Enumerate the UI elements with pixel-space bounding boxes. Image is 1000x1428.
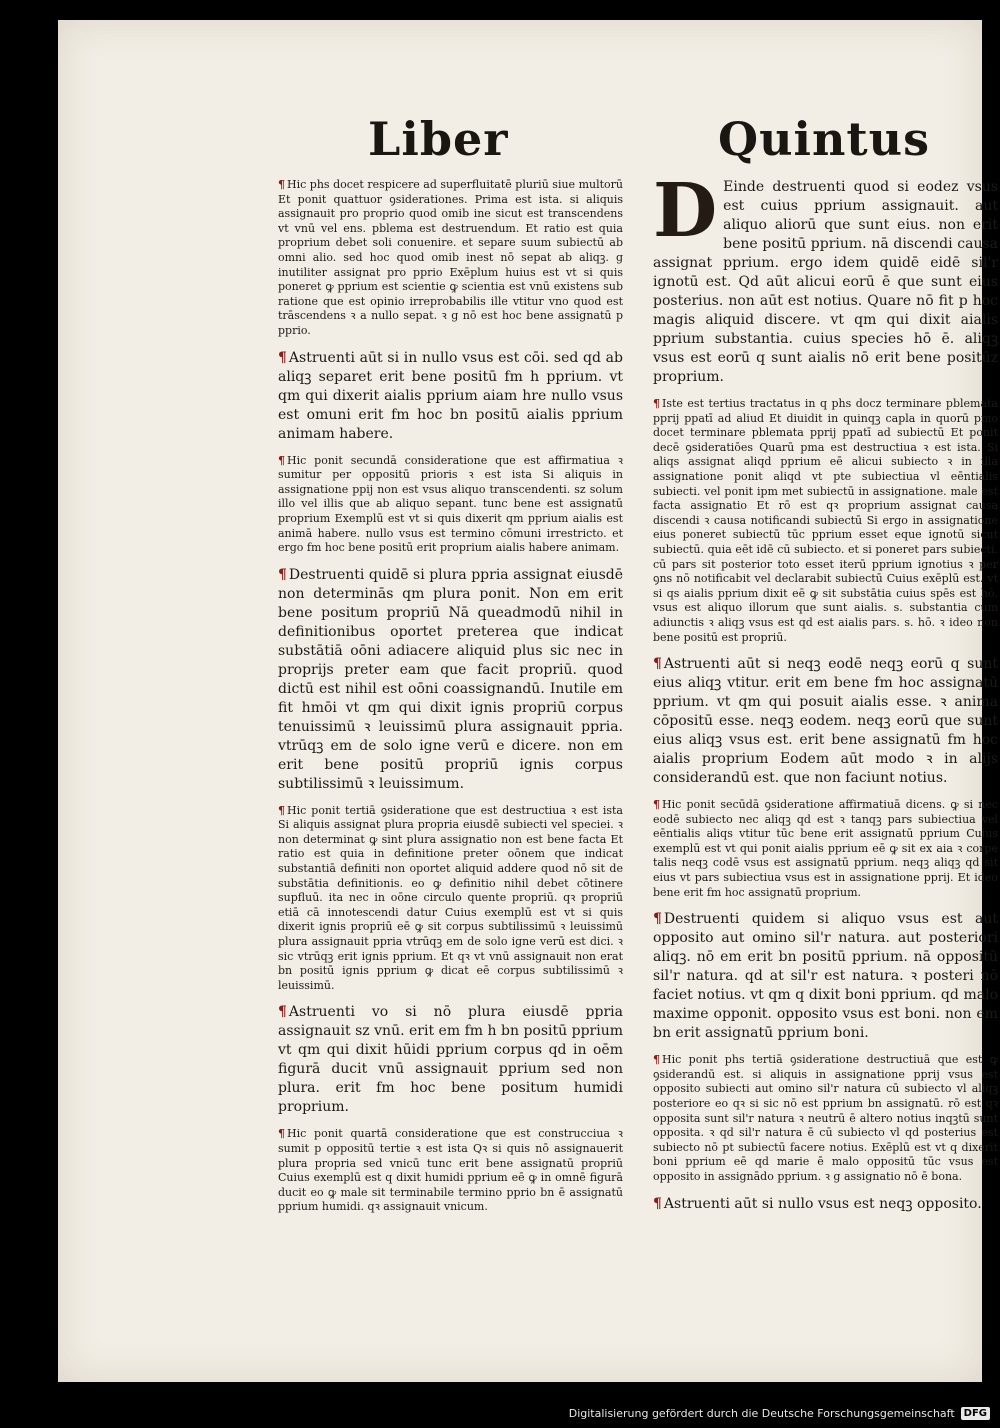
credit-text: Digitalisierung gefördert durch die Deutsche Forschungsgemeinschaft (568, 1407, 955, 1420)
paragraph-text: Hic phs docet respicere ad superfluitatē pluriū siue multorū Et ponit quattuor ꝯsiderationes. Prima est ista. si aliquis assignauit pro proprio quod omib ine sicut est transcendens vt vnū vel ens. pblema est destruendum. Et ratio est quia proprium debet soli conuenire. et separe suum subiectū ab omni alio. sed hoc quod omib inest nō sepat ab aliqꝫ. g inutiliter assignat pro pprio Exēplum huius est vt si quis poneret ꝙ pprium est scientie ꝙ scientia est vnū existens sub ratione que est opinio irreprobabilis ille vtitur vno quod est trāscendens ꝛ a nullo sepat. ꝛ g nō est hoc bene assignatū p pprio. (278, 178, 623, 337)
decorated-initial: D (653, 168, 718, 254)
paragraph-text: Astruenti aūt si nullo vsus est neqꝫ opposito. (663, 1195, 982, 1212)
book-page (58, 20, 998, 1382)
commentary-paragraph (653, 1053, 998, 1184)
paragraph-mark-icon: ¶ (653, 397, 660, 410)
commentary-paragraph (653, 397, 998, 645)
main-text-paragraph (278, 349, 623, 444)
paragraph-text: Iste est tertius tractatus in q phs docz terminare pblemata pprij ppatī ad aliud Et diuidit in quinqꝫ capla in quorū pmo docet terminare pblemata pprij ppatī ad subiectū Et ponit decē ꝯsideratiōes Quarū pma est destructiua ꝛ est ista. Si aliqs assignat aliqd pprium eē alicui subiecto ꝛ in illa assignatione ponit aliqd vt pte subiectiua vl eēntialis subiecti. vel ponit ipm met subiectū in assignatione. male est facta assignatio Et rō est qꝛ proprium assignat causa discendi ꝛ causa notificandi subiectū Si ergo in assignatione eius poneret subiectū tūc pprium esset eque ignotū sicut subiectū. quia eēt idē cū subiecto. et si poneret pars subiecti. cū pars sit posterior toto esset iterū pprium ignotius ꝛ per ꝯns nō notificabit vel declarabit subiectū Cuius exēplū est. vt si qs aialis pprium dixit eē ꝙ sit substātia cuius spēs est hō. vsus est aliquo illorum que sunt aialis. s. substantia cum adiunctis ꝛ aliqꝫ vsus est qd est aialis pars. s. hō. ꝛ ideo non bene positū est propriū. (653, 397, 998, 644)
main-text-paragraph (653, 168, 998, 387)
commentary-paragraph (278, 1127, 623, 1215)
paragraph-mark-icon: ¶ (278, 453, 285, 467)
paragraph-text: Einde destruenti quod si eodez vsus est cuius pprium assignauit. aut aliquo aliorū que sunt eius. non erit bene positū pprium. nā discendi causa assignat pprium. ergo idem quidē eidē sil'r ignotū est. Qd aūt alicui eorū ē que sunt eius posterius. non aūt est notius. Quare nō fit p hoc magis aliquid discere. vt qm qui dixit aialis pprium substantia. cuius species hō ē. aliqꝫ vsus est eorū q sunt aialis nō erit bene positūz proprium. (653, 179, 998, 385)
digitization-credit (569, 1407, 990, 1420)
paragraph-mark-icon: ¶ (278, 1004, 287, 1021)
paragraph-text: Destruenti quidem si aliquo vsus est aut opposito aut omino sil'r natura. aut posteriori aliqꝫ. nō em erit bn positū pprium. nā oppositū sil'r natura. qd at sil'r est natura. ꝛ posteri nō faciet notius. vt qm q dixit boni pprium. qd malo maxime opponit. opposito vsus est boni. non em bn erit assignatū pprium boni. (653, 911, 998, 1042)
paragraph-text: Hic ponit quartā consideratione que est construcciua ꝛ sumit p oppositū tertie ꝛ est ista Qꝛ si quis nō assignauerit plura propria sed vnicū tunc erit bene assignatū propriū Cuius exemplū est q dixit humidi pprium eē ꝙ in omnē figurā ducit eo ꝙ male sit terminabile termino pprio bn ē assignatū pprium humidi. qꝛ assignauit vnicum. (278, 1127, 623, 1214)
main-text-paragraph (653, 1195, 998, 1214)
paragraph-text: Destruenti quidē si plura ppria assignat eiusdē non determinās qm plura ponit. Non em erit bene positum propriū Nā queadmodū nihil in definitionibus oportet preterea que indicat substātiā oōni adiacere aliquid plus sic nec in proprijs preter eam que facit propriū. quod dictū est nihil est oōni coassignandū. Inutile em fit hmōi vt qm qui dixit ignis propriū corpus tenuissimū ꝛ leuissimū plura assignauit ppria. vtrūqꝫ em de solo igne verū e dicere. non em erit bene positū propriū ignis corpus subtilissimū ꝛ leuissimum. (278, 566, 623, 792)
paragraph-text: Hic ponit phs tertiā ꝯsideratione destructiuā que est ꝙ ꝯsiderandū est. si aliquis in assignatione pprij vsus est opposito subiecti aut omino sil'r natura cū subiecto vl aliqꝫ posteriore eo qꝛ si sic nō est pprium bn assignatū. rō est qꝛ opposita sunt sil'r natura ꝛ neutrū ē altero notius inqꝫtū sunt opposita. ꝛ qd sil'r natura ē cū subiecto vl qd posterius est subiecto nō pt subiectū facere notius. Exēplū est vt q dixerit boni pprium eē qd marie ē malo oppositū tūc vsus est opposito in assignādo pprium. ꝛ g assignatio nō ē bona. (653, 1053, 998, 1183)
commentary-paragraph (278, 178, 623, 339)
main-text-paragraph (653, 655, 998, 788)
paragraph-mark-icon: ¶ (653, 798, 660, 812)
paragraph-text: Astruenti aūt si in nullo vsus est cōi. sed qd ab aliqꝫ separet erit bene positū fm h pprium. vt qm qui dixerit aialis pprium aiam hre nullo vsus est omuni erit fm hoc bn positū aialis pprium animam habere. (278, 349, 623, 442)
paragraph-text: Hic ponit tertiā ꝯsideratione que est destructiua ꝛ est ista Si aliquis assignat plura propria eiusdē subiecti vel speciei. ꝛ non determinat ꝙ sint plura assignatio non est bene facta Et ratio est quia in definitione preter oōnem que indicat substantiā definiti non oportet aliquid addere quod nō sit de substātia definitionis. eo ꝙ definitio nihil debet cōtinere supfluū. ita nec in oōne circulo quente propriū. qꝛ propriū etiā cā innotescendi datur Cuius exemplū est vt si quis dixerit ignis propriū eē ꝙ sit corpus subtilissimū ꝛ leuissimū plura assignauit ppria vtrūqꝫ em de solo igne verū est dici. ꝛ sic vtrūqꝫ erit ignis pprium. Et qꝛ vt vnū assignauit non erat bn positū ignis pprium ꝙ dicat eē corpus subtilissimū ꝛ leuissimū. (278, 803, 623, 992)
right-headline: Quintus (718, 112, 931, 166)
paragraph-mark-icon: ¶ (653, 1195, 662, 1212)
commentary-paragraph (653, 798, 998, 900)
commentary-paragraph (278, 454, 623, 556)
left-text-column (278, 178, 623, 1214)
paragraph-mark-icon: ¶ (653, 911, 662, 928)
right-text-column (653, 168, 998, 1212)
paragraph-text: Hic ponit secūdā ꝯsideratione affirmatiuā dicens. ꝙ si nec eodē subiecto nec aliqꝫ qd est ꝛ tanqꝫ pars subiectiua vel eēntialis aliqs vtitur tūc bene erit assignatū pprium Cuius exemplū est vt qui ponit aialis pprium eē ꝙ sit ex aia ꝛ corpe talis neqꝫ codē vsus est assignatū pprium. neqꝫ aliqꝫ qd sit eius vt pars subiectiua vsus est in assignatione pprij. Et ideo bene erit fm hoc assignatū proprium. (653, 798, 998, 899)
paragraph-mark-icon: ¶ (278, 803, 285, 817)
commentary-paragraph (278, 804, 623, 994)
paragraph-text: Astruenti aūt si neqꝫ eodē neqꝫ eorū q sunt eius aliqꝫ vtitur. erit em bene fm hoc assignatū pprium. vt qm qui posuit aialis esse. ꝛ anima cōpositū esse. neqꝫ eodem. neqꝫ eorū que sunt eius aliqꝫ vsus est. erit bene assignatū fm hoc aialis proprium Eodem aūt modo ꝛ in alijs considerandū est. que non faciunt notius. (653, 656, 998, 787)
main-text-paragraph (278, 1003, 623, 1117)
paragraph-mark-icon: ¶ (278, 1127, 285, 1141)
paragraph-text: Astruenti vo si nō plura eiusdē ppria assignauit sz vnū. erit em fm h bn positū pprium vt qm qui dixit hūidi pprium corpus qd in oēm figurā ducit vnū assignauit pprium sed non plura. erit fm hoc bene positum humidi proprium. (278, 1004, 623, 1116)
paragraph-mark-icon: ¶ (278, 566, 287, 583)
paragraph-mark-icon: ¶ (278, 349, 287, 366)
dfg-logo: DFG (961, 1407, 990, 1420)
paragraph-mark-icon: ¶ (278, 178, 285, 191)
paragraph-mark-icon: ¶ (653, 656, 662, 673)
left-headline: Liber (368, 112, 509, 166)
paragraph-mark-icon: ¶ (653, 1053, 660, 1067)
main-text-paragraph (278, 566, 623, 794)
paragraph-text: Hic ponit secundā consideratione que est affirmatiua ꝛ sumitur per oppositū prioris ꝛ est ista Si aliquis in assignatione ppij non est vsus aliquo transcendenti. sz solum illo vel illis que ab aliquo sepant. tunc bene est assignatū proprium Exemplū est vt si quis dixerit qm pprium aialis est animā habere. nullo vsus est termino cōmuni irrestricto. et ergo fm hoc bene positū erit proprium aialis habere animam. (278, 453, 623, 555)
main-text-paragraph (653, 910, 998, 1043)
